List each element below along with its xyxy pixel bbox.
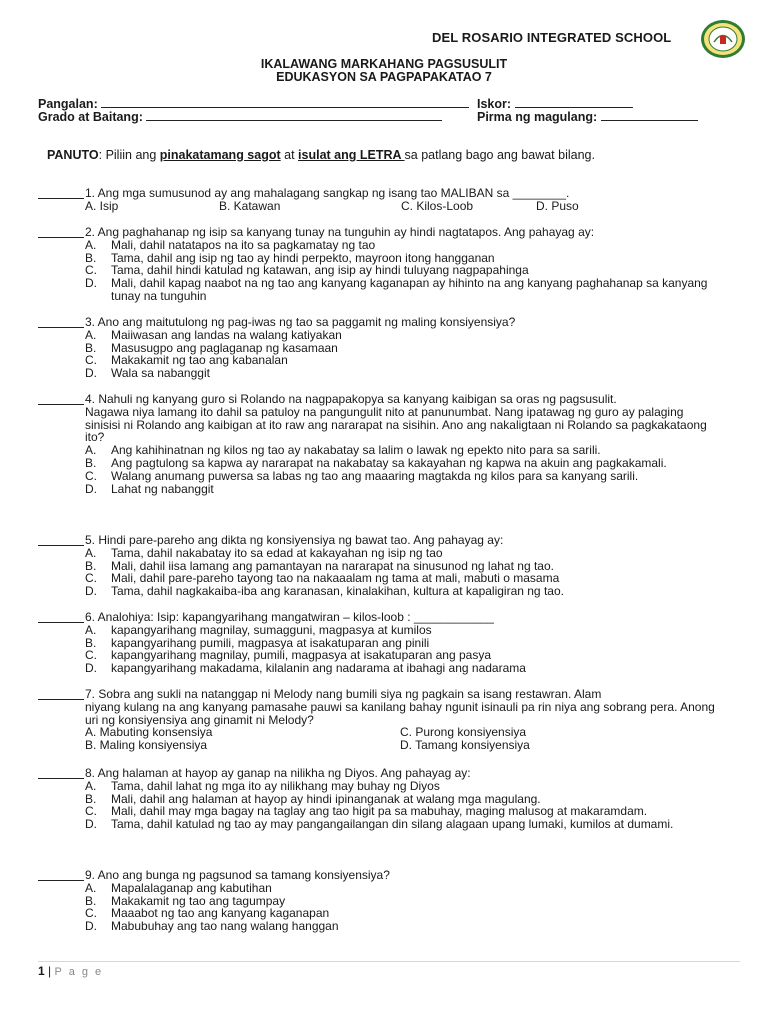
option-d: D. Lahat ng nabanggit bbox=[85, 481, 214, 496]
option-a: A. Maiiwasan ang landas na walang katiyakan bbox=[85, 327, 342, 342]
option-a: A. Tama, dahil nakabatay ito sa edad at kakayahan ng isip ng tao bbox=[85, 545, 443, 560]
grade-field[interactable] bbox=[38, 109, 442, 124]
option-a: A. Isip bbox=[85, 198, 119, 213]
question-3: 3. Ano ang maitutulong ng pag-iwas ng tao sa paggamit ng maling konsiyensiya? A. Maiiwasan ang landas na walang katiyakan B. Masusugpo ang paglaganap ng kasamaan C. Makakamit ng tao ang kabanalan D. Wala sa nabanggit bbox=[38, 316, 718, 380]
option-d: D. Wala sa nabanggit bbox=[85, 366, 210, 381]
option-d: D. Tama, dahil nagkakaiba-iba ang karanasan, kinalakihan, kultura at kapaligiran ng tao. bbox=[85, 584, 564, 599]
option-c: C. Mali, dahil pare-pareho tayong tao na nakaaalam ng tama at mali, mabuti o masama bbox=[85, 571, 560, 586]
option-b: B. Maling konsiyensiya bbox=[85, 738, 208, 753]
option-d: D. Mabubuhay ang tao nang walang hanggan bbox=[85, 919, 339, 934]
option-b: B. Mali, dahil ang halaman at hayop ay hindi ipinanganak at walang mga magulang. bbox=[85, 791, 541, 806]
page-number: 1 bbox=[38, 964, 45, 978]
question-5: 5. Hindi pare-pareho ang dikta ng konsiyensiya ng bawat tao. Ang pahayag ay: A. Tama, dahil nakabatay ito sa edad at kakayahan ng isip ng tao B. Mali, dahil iisa lamang ang pamantayan na nararapat na sinusunod ng lahat ng tao. C. Mali, dahil pare-pareho tayong tao na nakaaalam ng tama at mali, mabuti o masama D. Tama, dahil nagkakaiba-iba ang karanasan, kinalakihan, kultura at kapaligiran ng tao. bbox=[38, 534, 718, 598]
option-c: C. Makakamit ng tao ang kabanalan bbox=[85, 353, 288, 368]
option-a: A. Mapalalaganap ang kabutihan bbox=[85, 880, 272, 895]
option-b: B. Makakamit ng tao ang tagumpay bbox=[85, 893, 286, 908]
option-d: D. Puso bbox=[536, 198, 579, 213]
option-a: A. Tama, dahil lahat ng mga ito ay nilikhang may buhay ng Diyos bbox=[85, 778, 440, 793]
grade-label: Grado at Baitang: bbox=[38, 110, 143, 124]
option-c: C. kapangyarihang magnilay, pumili, magpasya at isakatuparan ang pasya bbox=[85, 648, 492, 663]
parent-signature-label: Pirma ng magulang: bbox=[477, 110, 598, 124]
option-d: D. Tama, dahil katulad ng tao ay may pangangailangan din silang alagaan upang lumaki, kumilos at dumami. bbox=[85, 817, 674, 832]
option-b: B. Masusugpo ang paglaganap ng kasamaan bbox=[85, 340, 338, 355]
question-4: 4. Nahuli ng kanyang guro si Rolando na nagpapakopya sa kanyang kaibigan sa oras ng pagsusulit. Nagawa niya lamang ito dahil sa patuloy na pangungulit nito at panunumbat. Nang ipatawag ng guro ay palaging sinisisi ni Rolando ang kaibigan at ito raw ang nararapat na sisihin. Ano ang nakaligtaan ni Rolando sa pagkakataong ito? A. Ang kahihinatnan ng kilos ng tao ay nakabatay sa lalim o lawak ng epekto nito para sa sarili. B. Ang pagtulong sa kapwa ay nararapat na nakabatay sa kakayahan ng kapwa na akuin ang pagkakamali. C. Walang anumang puwersa sa labas ng tao ang maaaring magtakda ng kilos para sa kanyang sarili. D. Lahat ng nabanggit bbox=[38, 393, 718, 495]
parent-signature-field[interactable] bbox=[477, 109, 698, 124]
option-d: D. Mali, dahil kapag naabot na ng tao ang kanyang kaganapan ay hihinto na ang kanyang paghahanap sa kanyang tunay na tunguhin bbox=[85, 276, 708, 303]
instructions: PANUTO: Piliin ang pinakatamang sagot at isulat ang LETRA sa patlang bago ang bawat bilang. bbox=[47, 148, 595, 162]
school-name: DEL ROSARIO INTEGRATED SCHOOL bbox=[432, 30, 672, 45]
parent-signature-blank[interactable] bbox=[601, 109, 698, 121]
option-c: C. Purong konsiyensiya bbox=[400, 725, 527, 740]
question-9: 9. Ano ang bunga ng pagsunod sa tamang konsiyensiya? A. Mapalalaganap ang kabutihan B. Makakamit ng tao ang tagumpay C. Maaabot ng tao ang kanyang kaganapan D. Mabubuhay ang tao nang walang hanggan bbox=[38, 869, 718, 933]
school-seal-icon bbox=[700, 19, 746, 59]
option-b: B. Katawan bbox=[219, 198, 281, 213]
option-c: C. Kilos-Loob bbox=[401, 198, 474, 213]
option-c: C. Walang anumang puwersa sa labas ng tao ang maaaring magtakda ng kilos para sa kanyang sarili. bbox=[85, 468, 639, 483]
option-c: C. Mali, dahil may mga bagay na taglay ang tao higit pa sa mabuhay, maging malusog at makaramdam. bbox=[85, 804, 648, 819]
answer-blank[interactable] bbox=[38, 688, 84, 700]
name-label: Pangalan: bbox=[38, 97, 98, 111]
option-a: A. Mabuting konsensiya bbox=[85, 725, 213, 740]
question-2: 2. Ang paghahanap ng isip sa kanyang tunay na tunguhin ay hindi nagtatapos. Ang pahayag ay: A. Mali, dahil natatapos na ito sa pagkamatay ng tao B. Tama, dahil ang isip ng tao ay hindi perpekto, mayroon itong hangganan C. Tama, dahil hindi katulad ng katawan, ang isip ay hindi tuluyang nagpapahinga D. Mali, dahil kapag naabot na ng tao ang kanyang kaganapan ay hihinto na ang kanyang paghahanap sa kanyang tunay na tunguhin bbox=[38, 226, 718, 303]
grade-blank[interactable] bbox=[146, 109, 442, 121]
answer-blank[interactable] bbox=[38, 869, 84, 881]
answer-blank[interactable] bbox=[38, 226, 84, 238]
option-b: B. Tama, dahil ang isip ng tao ay hindi perpekto, mayroon itong hangganan bbox=[85, 250, 495, 265]
page-footer bbox=[38, 964, 103, 978]
question-8: 8. Ang halaman at hayop ay ganap na nilikha ng Diyos. Ang pahayag ay: A. Tama, dahil lahat ng mga ito ay nilikhang may buhay ng Diyos B. Mali, dahil ang halaman at hayop ay hindi ipinanganak at walang mga magulang. C. Mali, dahil may mga bagay na taglay ang tao higit pa sa mabuhay, maging malusog at makaramdam. D. Tama, dahil katulad ng tao ay may pangangailangan din silang alagaan upang lumaki, kumilos at dumami. bbox=[38, 767, 718, 831]
page-label: P a g e bbox=[54, 966, 104, 978]
answer-blank[interactable] bbox=[38, 611, 84, 623]
option-b: B. Ang pagtulong sa kapwa ay nararapat na nakabatay sa kakayahan ng kapwa na akuin ang pagkakamali. bbox=[85, 455, 667, 470]
answer-blank[interactable] bbox=[38, 767, 84, 779]
option-c: C. Tama, dahil hindi katulad ng katawan, ang isip ay hindi tuluyang nagpapahinga bbox=[85, 263, 529, 278]
answer-blank[interactable] bbox=[38, 393, 84, 405]
answer-blank[interactable] bbox=[38, 316, 84, 328]
answer-blank[interactable] bbox=[38, 187, 84, 199]
exam-title: IKALAWANG MARKAHANG PAGSUSULIT bbox=[260, 57, 508, 71]
question-6: 6. Analohiya: Isip: kapangyarihang mangatwiran – kilos-loob : ____________ A. kapangyarihang magnilay, sumagguni, magpasya at kumilos B. kapangyarihang pumili, magpasya at isakatuparan ang pinili C. kapangyarihang magnilay, pumili, magpasya at isakatuparan ang pasya D. kapangyarihang makadama, kilalanin ang nadarama at ibahagi ang nadarama bbox=[38, 611, 718, 675]
option-b: B. Mali, dahil iisa lamang ang pamantayan na nararapat na sinusunod ng lahat ng tao. bbox=[85, 558, 554, 573]
option-a: A. kapangyarihang magnilay, sumagguni, magpasya at kumilos bbox=[85, 622, 432, 637]
page-separator: | bbox=[48, 964, 52, 978]
score-label: Iskor: bbox=[477, 97, 512, 111]
score-blank[interactable] bbox=[515, 96, 633, 108]
option-a: A. Mali, dahil natatapos na ito sa pagkamatay ng tao bbox=[85, 237, 376, 252]
option-b: B. kapangyarihang pumili, magpasya at isakatuparan ang pinili bbox=[85, 635, 430, 650]
option-d: D. Tamang konsiyensiya bbox=[400, 738, 530, 753]
question-7: 7. Sobra ang sukli na natanggap ni Melody nang bumili siya ng pagkain sa isang restawran. Alam niyang kulang na ang kanyang pamasahe pauwi sa kanilang bahay ngunit isinauli pa rin niya ang sobrang pera. Anong uri ng konsiyensiya ang ginamit ni Melody? A. Mabuting konsensiya C. Purong konsiyensiya B. Maling konsiyensiya D. Tamang konsiyensiya bbox=[38, 688, 718, 752]
name-blank[interactable] bbox=[101, 96, 469, 108]
instructions-label: PANUTO bbox=[47, 148, 99, 162]
answer-blank[interactable] bbox=[38, 534, 84, 546]
subject-title: EDUKASYON SA PAGPAPAKATAO 7 bbox=[276, 70, 492, 84]
option-a: A. Ang kahihinatnan ng kilos ng tao ay nakabatay sa lalim o lawak ng epekto nito para sa sarili. bbox=[85, 443, 601, 458]
question-1: 1. Ang mga sumusunod ay ang mahalagang sangkap ng isang tao MALIBAN sa ________. A. Isip B. Katawan C. Kilos-Loob D. Puso bbox=[38, 187, 718, 213]
option-d: D. kapangyarihang makadama, kilalanin ang nadarama at ibahagi ang nadarama bbox=[85, 661, 526, 676]
option-c: C. Maaabot ng tao ang kanyang kaganapan bbox=[85, 906, 330, 921]
footer-divider bbox=[38, 961, 740, 962]
